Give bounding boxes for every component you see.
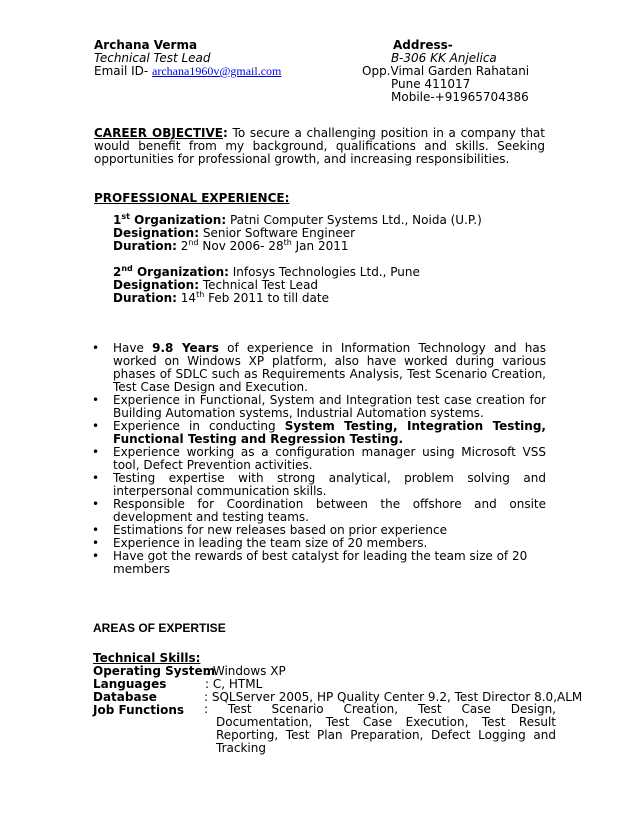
organization-2 — [113, 266, 420, 305]
career-objective-colon: : — [223, 126, 228, 140]
bullet-icon: • — [92, 471, 100, 485]
bullet-icon: • — [92, 536, 100, 550]
org-2-duration: Duration: 14th Feb 2011 to till date — [113, 290, 329, 305]
email-link[interactable]: archana1960v@gmail.com — [152, 64, 282, 78]
candidate-name: Archana Verma — [94, 38, 198, 52]
career-objective-heading: CAREER OBJECTIVE — [94, 126, 223, 140]
skill-key: Database — [93, 690, 157, 704]
bullet-icon: • — [92, 523, 100, 537]
list-item: • Have got the rewards of best catalyst for leading the team size of 20 members — [92, 549, 528, 576]
list-item: • Testing expertise with strong analytical, problem solving and interpersonal communication skills. — [92, 471, 546, 498]
candidate-title: Technical Test Lead — [94, 51, 211, 65]
technical-skills-heading: Technical Skills: — [93, 651, 201, 665]
org-1-line: 1st Organization: Patni Computer Systems Ltd., Noida (U.P.) — [113, 212, 482, 227]
address-line-4: Mobile-+91965704386 — [391, 90, 529, 104]
experience-heading: PROFESSIONAL EXPERIENCE: — [94, 191, 290, 205]
address-line-3: Pune 411017 — [391, 77, 471, 91]
org-1-duration: Duration: 2nd Nov 2006- 28th Jan 2011 — [113, 238, 349, 253]
list-item: • Responsible for Coordination between the offshore and onsite development and testing teams. — [92, 497, 546, 524]
skill-value: : Windows XP — [205, 664, 286, 678]
org-1-designation: Designation: Senior Software Engineer — [113, 226, 356, 240]
address-line-2: Opp.Vimal Garden Rahatani — [362, 64, 530, 78]
list-item: • Estimations for new releases based on prior experience — [92, 523, 448, 537]
list-item: • Experience working as a configuration manager using Microsoft VSS tool, Defect Prevention activities. — [92, 445, 546, 472]
skill-value: : C, HTML — [205, 677, 263, 691]
email-label: Email ID- — [94, 64, 153, 78]
career-objective — [94, 127, 545, 166]
bullet-icon: • — [92, 445, 100, 459]
skill-value: : SQLServer 2005, HP Quality Center 9.2, Test Director 8.0,ALM — [204, 690, 583, 704]
org-2-line: 2nd Organization: Infosys Technologies Ltd., Pune — [113, 264, 420, 279]
list-item: • Experience in conducting System Testing, Integration Testing, Functional Testing and Regression Testing. — [92, 419, 546, 446]
org-2-designation: Designation: Technical Test Lead — [113, 278, 319, 292]
list-item: • Experience in Functional, System and Integration test case creation for Building Automation systems, Industrial Automation systems. — [92, 393, 546, 420]
skill-key: Operating System — [93, 664, 216, 678]
email-line — [94, 64, 281, 78]
skill-key: Languages — [93, 677, 167, 691]
address-heading: Address- — [393, 38, 453, 52]
bullet-icon: • — [92, 497, 100, 511]
bullet-icon: • — [92, 419, 100, 433]
organization-1 — [113, 214, 482, 253]
career-objective-text: To secure a challenging position in a company that would benefit from my background, qualifications and skills. Seeking opportunities for professional growth, and increasing responsibilities. — [94, 126, 545, 166]
bullet-icon: • — [92, 341, 100, 355]
bullet-icon: • — [92, 393, 100, 407]
skill-key: Job Functions — [93, 703, 185, 717]
experience-bullet-list — [92, 342, 546, 576]
bullet-icon: • — [92, 549, 100, 563]
job-functions-value: : Test Scenario Creation, Test Case Design, Documentation, Test Case Execution, Test Result Reporting, Test Plan Preparation, Defect Logging and Tracking — [204, 702, 556, 755]
list-item: • Experience in leading the team size of 20 members. — [92, 536, 428, 550]
list-item: • Have 9.8 Years of experience in Information Technology and has worked on Windows XP platform, also have worked during various phases of SDLC such as Requirements Analysis, Test Scenario Creation, Test Case Design and Execution. — [92, 341, 546, 394]
address-line-1: B-306 KK Anjelica — [391, 51, 497, 65]
expertise-heading: AREAS OF EXPERTISE — [93, 621, 226, 635]
